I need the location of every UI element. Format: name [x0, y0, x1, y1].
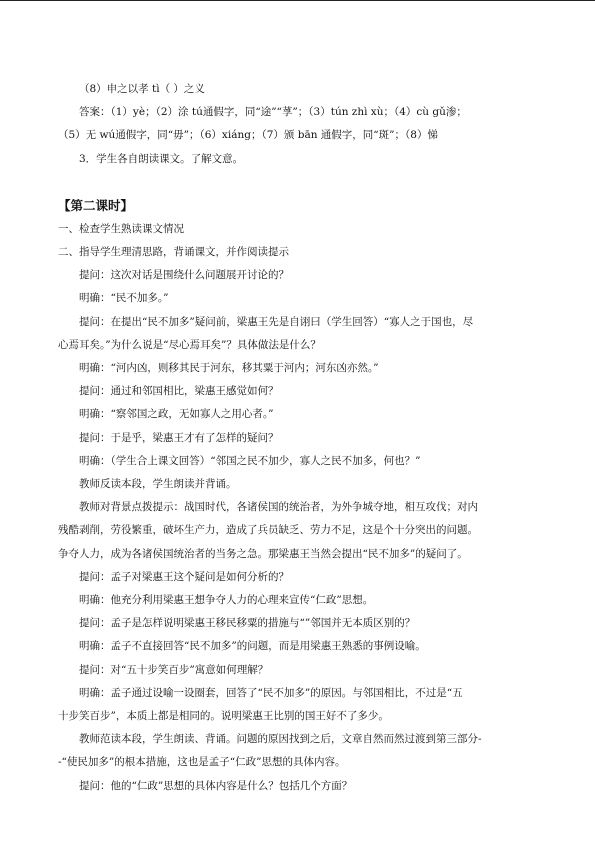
text-line: 提问：他的“仁政”思想的具体内容是什么？包括几个方面？	[79, 779, 353, 792]
text-line: 提问：于是乎，梁惠王才有了怎样的疑问？	[79, 431, 279, 444]
text-line: 教师范读本段，学生朗读、背诵。问题的原因找到之后，文章自然而然过渡到第三部分-	[79, 733, 482, 746]
document-body	[58, 78, 546, 798]
text-line: 明确：孟子不直接回答“民不加多”的问题，而是用梁惠王熟悉的事例设喻。	[79, 640, 426, 653]
text-line: 明确：“察邻国之政，无如寡人之用心者。”	[79, 408, 274, 421]
text-line: 答案：（1）yè；（2）涂 tú通假字，同“途”“莩”；（3）tún zhì xù；（4）cù gǔ渗；	[79, 106, 467, 119]
text-line: 明确：孟子通过设喻一设圈套，回答了“民不加多”的原因。与邻国相比，不过是“五	[79, 686, 463, 699]
text-line: 提问：对“五十步笑百步”寓意如何理解？	[79, 663, 269, 676]
text-line: 提问：孟子对梁惠王这个疑问是如何分析的？	[79, 570, 289, 583]
text-line: 心焉耳矣。”为什么说是“尽心焉耳矣”？具体做法是什么？	[58, 338, 321, 351]
text-line: -“使民加多”的根本措施，这也是孟子“仁政”思想的具体内容。	[58, 756, 346, 769]
text-line: 提问：孟子是怎样说明梁惠王移民移粟的措施与“”邻国并无本质区别的？	[79, 617, 416, 630]
text-line: 残酷剥削，劳役繁重，破坏生产力，造成了兵员缺乏、劳力不足，这是个十分突出的问题。	[58, 524, 478, 537]
text-line: 提问：这次对话是围绕什么问题展开讨论的？	[79, 269, 289, 282]
text-line: （5）无 wú通假字，同“毋”；（6）xiáng；（7）颁 bān 通假字，同“斑”；（8）悌	[58, 129, 438, 142]
text-line: 明确：（学生合上课文回答）“邻国之民不加少，寡人之民不加多，何也？”	[79, 454, 421, 467]
text-line: 一、检查学生熟读课文情况	[58, 222, 184, 235]
text-line: 教师对背景点拨提示：战国时代，各诸侯国的统治者，为外争城夺地，相互攻伐；对内	[79, 501, 478, 514]
text-line: 明确：他充分利用梁惠王想争夺人力的心理来宣传“仁政”思想。	[79, 594, 374, 607]
text-line: 二、指导学生理清思路，背诵课文，并作阅读提示	[58, 246, 289, 259]
text-line: 十步笑百步”，本质上都是相同的。说明梁惠王比别的国王好不了多少。	[58, 710, 389, 723]
text-line: 提问：通过和邻国相比，梁惠王感觉如何？	[79, 385, 279, 398]
text-line: 争夺人力，成为各诸侯国统治者的当务之急。那梁惠王当然会提出“民不加多”的疑问了。	[58, 547, 468, 560]
text-line: 明确：“河内凶，则移其民于河东，移其粟于河内；河东凶亦然。”	[79, 362, 379, 375]
text-line: 明确：“民不加多。”	[79, 292, 169, 305]
text-line: 教师反读本段，学生朗读并背诵。	[79, 478, 237, 491]
section-heading: 【第二课时】	[58, 197, 134, 213]
text-line: （8）申之以孝 tì（ ）之义	[79, 83, 205, 95]
page-top-border	[0, 0, 595, 1]
text-line: 3．学生各自朗读课文。了解文意。	[79, 152, 244, 165]
text-line: 提问：在提出“民不加多”疑问前，梁惠王先是自诩曰（学生回答）“寡人之于国也，尽	[79, 315, 474, 328]
